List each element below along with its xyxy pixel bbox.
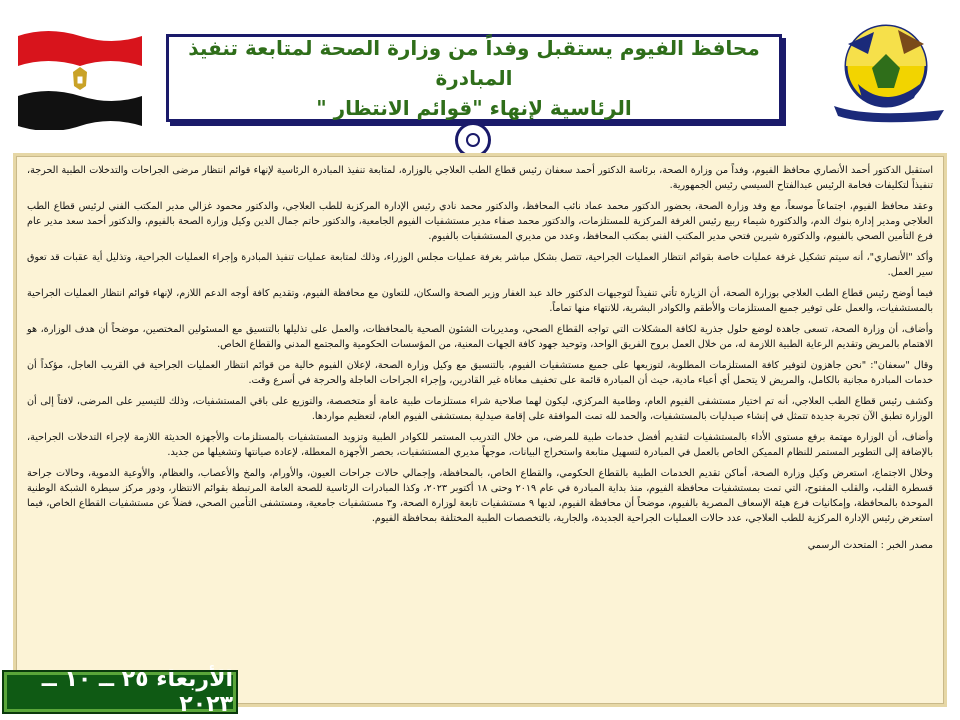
ornament-inner-icon — [466, 133, 480, 147]
headline-box — [166, 34, 782, 122]
article-paragraph: وكشف رئيس قطاع الطب العلاجي، أنه تم اختيار مستشفى الفيوم العام، وطامية المركزي، ليكون لهما صلاحية شراء مستلزمات طبية عامة أو متخصصة، والتوزيع على باقي المستشفيات، وذلك للتيسير على المرضى، لافتاً إلى أن الوزارة تطبق الآن تجربة جديدة تتمثل في إنشاء صيدليات بالمستشفيات، والحمد لله تمت الموافقة على إقامة صيدلية بمستشفى الفيوم العام، لتعظيم مواردها. — [27, 396, 933, 422]
article-paragraph: وعقد محافظ الفيوم، اجتماعاً موسعاً، مع وفد وزارة الصحة، بحضور الدكتور محمد عماد نائب المحافظ، والدكتور محمد نادي رئيس الإدارة المركزية للطب العلاجي، والدكتور محمود غزالي مدير المكتب الفني لرئيس قطاع الطب العلاجي ومدير إدارة بنوك الدم، والدكتورة شيماء ربيع رئيس الغرفة المركزية للمستلزمات، والدكتور محمد صفاء مدير مستشفيات الفيوم الجامعية، والدكتور حاتم جمال الدين وكيل وزارة الصحة بالفيوم، والدكتور أحمد سعد مدير عام فرع التأمين الصحي بالفيوم، والدكتورة شيرين فتحي مدير المكتب الفني بمكتب المحافظ، وعدد من مديري المستشفيات بالفيوم. — [27, 201, 933, 242]
egypt-flag-icon — [14, 22, 146, 130]
news-article — [16, 156, 944, 704]
article-paragraph: وخلال الاجتماع، استعرض وكيل وزارة الصحة، أماكن تقديم الخدمات الطبية بالقطاع الحكومي، والقطاع الخاص، بالمحافظة، وإجمالي حالات جراحات العيون، والأورام، والمخ والأعصاب، والعظام، والأوعية الدموية، وحالات جراحة قسطرة القلب، والقلب المفتوح، التي تمت بمستشفيات محافظة الفيوم، منذ بداية المبادرة في عام ٢٠١٩ وحتى ١٨ أكتوبر ٢٠٢٣، وكذا المبادرات الرئاسية للصحة العامة المرتبطة بقوائم الانتظار، ودور مركز سيطرة الشبكة الوطنية الموحدة بالمحافظة، وإمكانيات فرع هيئة الإسعاف المصرية بالفيوم، موضحاً أن محافظة الفيوم، لديها ٩ مستشفيات تابعة لوزارة الصحة، و٣ مستشفيات جامعية، ومستشفى التأمين الصحي، فضلاً عن مستشفيات القطاع الخاص، فيما استعرض رئيس الإدارة المركزية للطب العلاجي، عدد حالات العمليات الجراحية الجديدة، والجارية، بالتخصصات الطبية المختلفة بمحافظة الفيوم. — [27, 468, 933, 524]
article-paragraph: استقبل الدكتور أحمد الأنصاري محافظ الفيوم، وفداً من وزارة الصحة، برئاسة الدكتور أحمد سعفان رئيس قطاع الطب العلاجي بالوزارة، لمتابعة تنفيذ المبادرة الرئاسية لإنهاء قوائم انتظار مرضى الجراحات والتدخلات الطبية الحرجة، تنفيذاً لتكليفات فخامة الرئيس عبدالفتاح السيسي رئيس الجمهورية. — [27, 165, 933, 191]
ornament-circle-icon — [455, 122, 491, 158]
news-source: مصدر الخبر : المتحدث الرسمي — [807, 540, 933, 551]
article-paragraph: وأضاف، أن وزارة الصحة، تسعى جاهدة لوضع حلول جذرية لكافة المشكلات التي تواجه القطاع الصحي، ومديريات الشئون الصحية بالمحافظات، والعمل على تذليلها بالتنسيق مع المسئولين المختصين، موضحاً أن هدف الوزارة، هو الاهتمام بالمريض وتقديم الرعاية الطبية اللازمة له، من خلال العمل بروح الفريق الواحد، وتوحيد جهود كافة الجهات المعنية، من المؤسسات الحكومية والمجتمع المدني والقطاع الخاص. — [27, 324, 933, 350]
date-badge — [4, 667, 236, 717]
headline-line-2: الرئاسية لإنهاء "قوائم الانتظار " — [316, 96, 632, 120]
date-text: الأربعاء ٢٥ ــ ١٠ ــ ٢٠٢٣ — [41, 667, 233, 717]
article-paragraph: وأكد "الأنصاري"، أنه سيتم تشكيل غرفة عمليات خاصة بقوائم انتظار العمليات الجراحية، تتصل بشكل مباشر بغرفة عمليات مجلس الوزراء، وذلك لمتابعة عمليات تنفيذ المبادرة وإجراء العمليات الجراحية، وتذليل أية عقبات قد تعوق سير العمل. — [27, 252, 933, 278]
headline-line-1: محافظ الفيوم يستقبل وفداً من وزارة الصحة لمتابعة تنفيذ المبادرة — [188, 36, 760, 90]
article-paragraph: وقال "سعفان": "نحن جاهزون لتوفير كافة المستلزمات المطلوبة، لتوزيعها على جميع مستشفيات الفيوم، بالتنسيق مع وكيل وزارة الصحة، لإعلان الفيوم خالية من قوائم انتظار العمليات الجراحية في القريب العاجل، مؤكداً أن خدمات المبادرة مجانية بالكامل، والمريض لا يتحمل أي أعباء مادية، حيث أن المبادرة قائمة على تخفيف معاناة غير القادرين، وإجراء الجراحات العاجلة والحرجة في أسرع وقت. — [27, 360, 933, 386]
fayoum-governorate-logo — [828, 14, 950, 124]
article-paragraph: فيما أوضح رئيس قطاع الطب العلاجي بوزارة الصحة، أن الزيارة تأتي تنفيذاً لتوجيهات الدكتور خالد عبد الغفار وزير الصحة والسكان، للتعاون مع محافظة الفيوم، وتقديم كافة أوجه الدعم اللازم، لإنهاء قوائم انتظار العمليات الجراحية بالمستشفيات، والعمل على توفير جميع المستلزمات والأطقم والكوادر البشرية، للانتهاء منها تماماً. — [27, 288, 933, 314]
article-paragraph: وأضاف، أن الوزارة مهتمة برفع مستوى الأداء بالمستشفيات لتقديم أفضل خدمات طبية للمرضى، من خلال التدريب المستمر للكوادر الطبية وتزويد المستشفيات بالمستلزمات والأجهزة الحديثة اللازمة لإجراء التدخلات الجراحية، بالإضافة إلى التطوير المستمر للنظام المميكن الخاص بالعمل في المبادرة لتسهيل متابعة واستخراج البيانات، موجهاً مديري المستشفيات، بحصر الأجهزة المعطلة، لإعادة صيانتها وتشغيلها من جديد. — [27, 432, 933, 458]
